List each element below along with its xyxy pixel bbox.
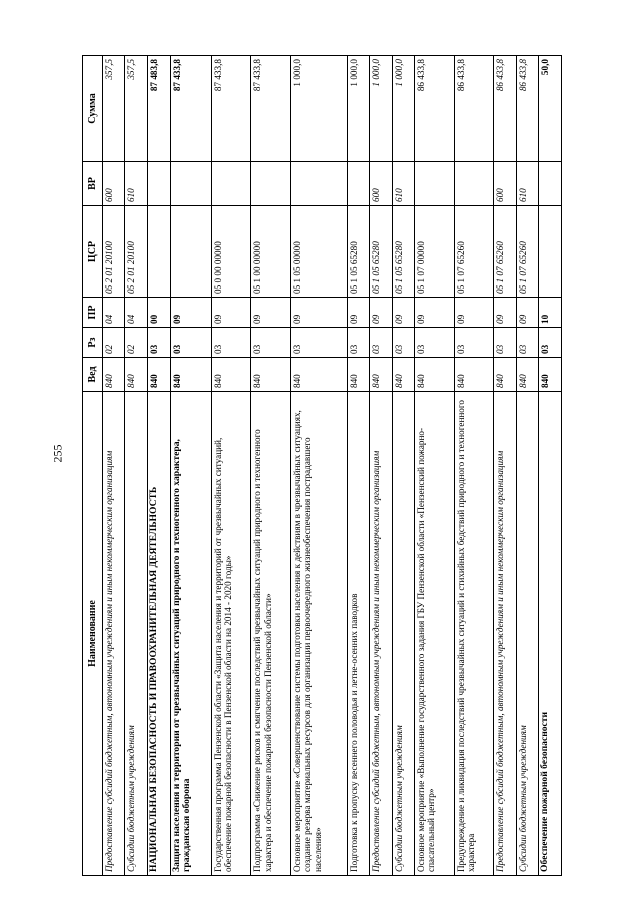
- cell-pr: 09: [170, 298, 211, 328]
- cell-csr: 05 1 07 00000: [414, 206, 454, 298]
- cell-sum: 87 433,8: [170, 56, 211, 162]
- cell-sum: 50,0: [538, 56, 561, 162]
- cell-rz: 03: [370, 328, 392, 358]
- cell-csr: 05 1 05 65280: [370, 206, 392, 298]
- cell-name: Предупреждение и ликвидация последствий чрезвычайных ситуаций и стихийных бедствий природного и техногенного характера: [454, 392, 494, 876]
- table-body: [103, 56, 562, 876]
- header-csr: ЦСР: [83, 206, 103, 298]
- cell-ved: 840: [125, 358, 147, 392]
- cell-pr: 09: [516, 298, 538, 328]
- cell-ved: 840: [392, 358, 414, 392]
- table-row: [370, 56, 392, 876]
- cell-ved: 840: [147, 358, 170, 392]
- cell-name: Государственная программа Пензенской области «Защита населения и территорий от чрезвычайных ситуаций, обеспечение пожарной безопасности в Пензенской области на 2014 - 2020 годы»: [211, 392, 251, 876]
- cell-vr: 610: [516, 162, 538, 206]
- page-number: 255: [50, 444, 65, 463]
- cell-sum: 357,5: [103, 56, 125, 162]
- cell-sum: 86 433,8: [454, 56, 494, 162]
- table-row: [454, 56, 494, 876]
- table-row: [494, 56, 516, 876]
- cell-rz: 03: [516, 328, 538, 358]
- document-table-area: [82, 56, 562, 876]
- cell-ved: 840: [414, 358, 454, 392]
- cell-pr: 09: [251, 298, 291, 328]
- cell-csr: [170, 206, 211, 298]
- cell-csr: [147, 206, 170, 298]
- cell-rz: 03: [291, 328, 348, 358]
- cell-name: Предоставление субсидий бюджетным, автономным учреждениям и иным некоммерческим организациям: [103, 392, 125, 876]
- cell-vr: 600: [103, 162, 125, 206]
- header-name: Наименование: [83, 392, 103, 876]
- cell-pr: 09: [392, 298, 414, 328]
- cell-sum: 1 000,0: [370, 56, 392, 162]
- table-row: [170, 56, 211, 876]
- cell-pr: 10: [538, 298, 561, 328]
- cell-vr: [251, 162, 291, 206]
- cell-vr: [147, 162, 170, 206]
- header-pr: ПР: [83, 298, 103, 328]
- cell-pr: 09: [291, 298, 348, 328]
- cell-vr: 610: [125, 162, 147, 206]
- cell-name: Субсидии бюджетным учреждениям: [125, 392, 147, 876]
- cell-name: Защита населения и территории от чрезвычайных ситуаций природного и техногенного характера, гражданская оборона: [170, 392, 211, 876]
- cell-csr: [538, 206, 561, 298]
- cell-rz: 02: [125, 328, 147, 358]
- cell-name: Предоставление субсидий бюджетным, автономным учреждениям и иным некоммерческим организациям: [370, 392, 392, 876]
- cell-name: Субсидии бюджетным учреждениям: [392, 392, 414, 876]
- cell-rz: 02: [103, 328, 125, 358]
- cell-pr: 09: [370, 298, 392, 328]
- cell-vr: [347, 162, 369, 206]
- cell-vr: [414, 162, 454, 206]
- cell-sum: 87 433,8: [211, 56, 251, 162]
- cell-rz: 03: [251, 328, 291, 358]
- table-row: [291, 56, 348, 876]
- page-number-area: [50, 0, 66, 905]
- cell-pr: 00: [147, 298, 170, 328]
- table-row: [347, 56, 369, 876]
- header-ved: Вед: [83, 358, 103, 392]
- cell-rz: 03: [347, 328, 369, 358]
- table-row: [125, 56, 147, 876]
- cell-name: Основное мероприятие «Совершенствование системы подготовки населения к действиям в чрезвычайных ситуациях, создание резерва материальных ресурсов для организации первоочередного жизнеобеспечения пострадавшего населения»: [291, 392, 348, 876]
- cell-name: Основное мероприятие «Выполнение государственного задания ГБУ Пензенской области «Пензенский пожарно-спасательный центр»: [414, 392, 454, 876]
- cell-sum: 86 433,8: [494, 56, 516, 162]
- cell-csr: 05 2 01 20100: [125, 206, 147, 298]
- cell-ved: 840: [347, 358, 369, 392]
- cell-rz: 03: [538, 328, 561, 358]
- cell-vr: 600: [370, 162, 392, 206]
- table-header-row: [83, 56, 103, 876]
- table-row: [211, 56, 251, 876]
- cell-sum: 87 483,8: [147, 56, 170, 162]
- cell-csr: 05 0 00 00000: [211, 206, 251, 298]
- cell-name: Субсидии бюджетным учреждениям: [516, 392, 538, 876]
- cell-rz: 03: [494, 328, 516, 358]
- table-row: [414, 56, 454, 876]
- cell-rz: 03: [211, 328, 251, 358]
- cell-pr: 09: [414, 298, 454, 328]
- cell-ved: 840: [170, 358, 211, 392]
- cell-rz: 03: [170, 328, 211, 358]
- cell-rz: 03: [414, 328, 454, 358]
- cell-ved: 840: [538, 358, 561, 392]
- cell-ved: 840: [494, 358, 516, 392]
- cell-name: НАЦИОНАЛЬНАЯ БЕЗОПАСНОСТЬ И ПРАВООХРАНИТЕЛЬНАЯ ДЕЯТЕЛЬНОСТЬ: [147, 392, 170, 876]
- cell-ved: 840: [516, 358, 538, 392]
- cell-ved: 840: [291, 358, 348, 392]
- cell-csr: 05 1 07 65260: [516, 206, 538, 298]
- cell-pr: 04: [103, 298, 125, 328]
- cell-ved: 840: [454, 358, 494, 392]
- cell-vr: [291, 162, 348, 206]
- budget-table: [82, 55, 562, 876]
- cell-csr: 05 1 05 65280: [392, 206, 414, 298]
- cell-ved: 840: [211, 358, 251, 392]
- cell-pr: 09: [454, 298, 494, 328]
- table-row: [103, 56, 125, 876]
- cell-name: Обеспечение пожарной безопасности: [538, 392, 561, 876]
- cell-pr: 09: [494, 298, 516, 328]
- cell-csr: 05 1 00 00000: [251, 206, 291, 298]
- cell-name: Подпрограмма «Снижение рисков и смягчение последствий чрезвычайных ситуаций природного и техногенного характера и обеспечение пожарной безопасности Пензенской области»: [251, 392, 291, 876]
- cell-vr: 600: [494, 162, 516, 206]
- header-sum: Сумма: [83, 56, 103, 162]
- cell-rz: 03: [454, 328, 494, 358]
- cell-vr: [454, 162, 494, 206]
- cell-rz: 03: [147, 328, 170, 358]
- cell-name: Предоставление субсидий бюджетным, автономным учреждениям и иным некоммерческим организациям: [494, 392, 516, 876]
- cell-sum: 1 000,0: [392, 56, 414, 162]
- table-row: [251, 56, 291, 876]
- cell-vr: [211, 162, 251, 206]
- cell-ved: 840: [251, 358, 291, 392]
- cell-sum: 357,5: [125, 56, 147, 162]
- cell-sum: 86 433,8: [414, 56, 454, 162]
- header-vr: ВР: [83, 162, 103, 206]
- table-row: [392, 56, 414, 876]
- table-row: [538, 56, 561, 876]
- cell-sum: 87 433,8: [251, 56, 291, 162]
- cell-sum: 86 433,8: [516, 56, 538, 162]
- cell-ved: 840: [370, 358, 392, 392]
- cell-csr: 05 1 05 65280: [347, 206, 369, 298]
- cell-pr: 04: [125, 298, 147, 328]
- cell-vr: [538, 162, 561, 206]
- cell-sum: 1 000,0: [347, 56, 369, 162]
- cell-csr: 05 1 05 00000: [291, 206, 348, 298]
- cell-vr: [170, 162, 211, 206]
- cell-csr: 05 1 07 65260: [454, 206, 494, 298]
- cell-csr: 05 1 07 65260: [494, 206, 516, 298]
- cell-ved: 840: [103, 358, 125, 392]
- table-row: [516, 56, 538, 876]
- cell-pr: 09: [211, 298, 251, 328]
- cell-pr: 09: [347, 298, 369, 328]
- cell-rz: 03: [392, 328, 414, 358]
- cell-sum: 1 000,0: [291, 56, 348, 162]
- cell-csr: 05 2 01 20100: [103, 206, 125, 298]
- header-rz: Рз: [83, 328, 103, 358]
- table-row: [147, 56, 170, 876]
- cell-name: Подготовка к пропуску весеннего половодья и летне-осенних паводков: [347, 392, 369, 876]
- cell-vr: 610: [392, 162, 414, 206]
- rotated-table-container: [82, 56, 562, 876]
